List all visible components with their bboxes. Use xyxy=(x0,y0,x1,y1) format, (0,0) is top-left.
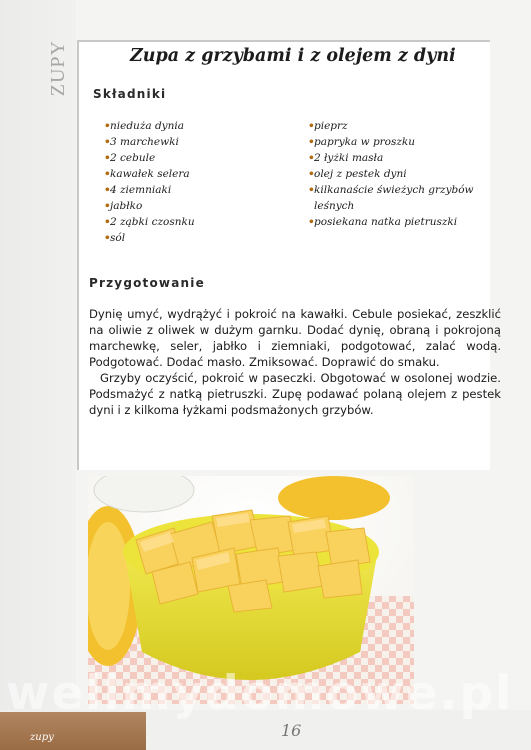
ingredient-item: • nieduża dynia xyxy=(104,120,184,132)
bullet-icon: • xyxy=(308,120,315,132)
preparation-heading: Przygotowanie xyxy=(89,276,205,290)
footer-section-label: zupy xyxy=(30,732,54,743)
ingredients-heading: Składniki xyxy=(93,87,167,101)
bullet-icon: • xyxy=(104,136,111,148)
bullet-icon: • xyxy=(104,152,111,164)
ingredients-list-left xyxy=(104,118,284,246)
ingredient-item: • pieprz xyxy=(308,120,348,132)
recipe-title: Zupa z grzybami i z olejem z dyni xyxy=(130,46,456,66)
bullet-icon: • xyxy=(308,168,315,180)
ingredient-item: • kilkanaście świeżych grzybów leśnych xyxy=(308,184,474,212)
bullet-icon: • xyxy=(104,120,111,132)
bullet-icon: • xyxy=(308,184,315,196)
ingredient-item: • posiekana natka pietruszki xyxy=(308,216,458,228)
ingredient-item: • 2 ząbki czosnku xyxy=(104,216,195,228)
page-number: 16 xyxy=(281,721,302,740)
preparation-text xyxy=(89,306,501,418)
bullet-icon: • xyxy=(104,184,111,196)
ingredient-item: • sól xyxy=(104,232,126,244)
bullet-icon: • xyxy=(104,216,111,228)
ingredient-item: • 2 łyżki masła xyxy=(308,152,384,164)
preparation-paragraph: Grzyby oczyścić, pokroić w paseczki. Obgotować w osolonej wodzie. Podsmażyć z natką pietruszki. Zupę podawać polaną olejem z pestek dyni i z kilkoma łyżkami podsmażonych grzybów. xyxy=(89,371,501,417)
bullet-icon: • xyxy=(308,152,315,164)
ingredient-item: • 4 ziemniaki xyxy=(104,184,172,196)
ingredients-list-right xyxy=(308,118,478,230)
bullet-icon: • xyxy=(308,136,315,148)
side-band xyxy=(0,0,76,710)
watermark-text: wellmydomowe.pl xyxy=(6,666,514,721)
ingredient-item: • kawałek selera xyxy=(104,168,190,180)
bullet-icon: • xyxy=(104,200,111,212)
bullet-icon: • xyxy=(104,232,111,244)
bullet-icon: • xyxy=(308,216,315,228)
preparation-paragraph: Dynię umyć, wydrążyć i pokroić na kawałki. Cebule posiekać, zeszklić na oliwie z oliwek w dużym garnku. Dodać dynię, obraną i pokrojoną marchewkę, seler, jabłko i ziemniaki, podgotować, zalać wodą. Podgotować. Dodać masło. Zmiksować. Doprawić do smaku. xyxy=(89,307,501,369)
ingredient-item: • jabłko xyxy=(104,200,143,212)
ingredient-item: • 3 marchewki xyxy=(104,136,179,148)
ingredient-item: • olej z pestek dyni xyxy=(308,168,407,180)
ingredient-item: • papryka w proszku xyxy=(308,136,416,148)
bullet-icon: • xyxy=(104,168,111,180)
ingredient-item: • 2 cebule xyxy=(104,152,156,164)
section-side-label: ZUPY xyxy=(47,40,69,97)
